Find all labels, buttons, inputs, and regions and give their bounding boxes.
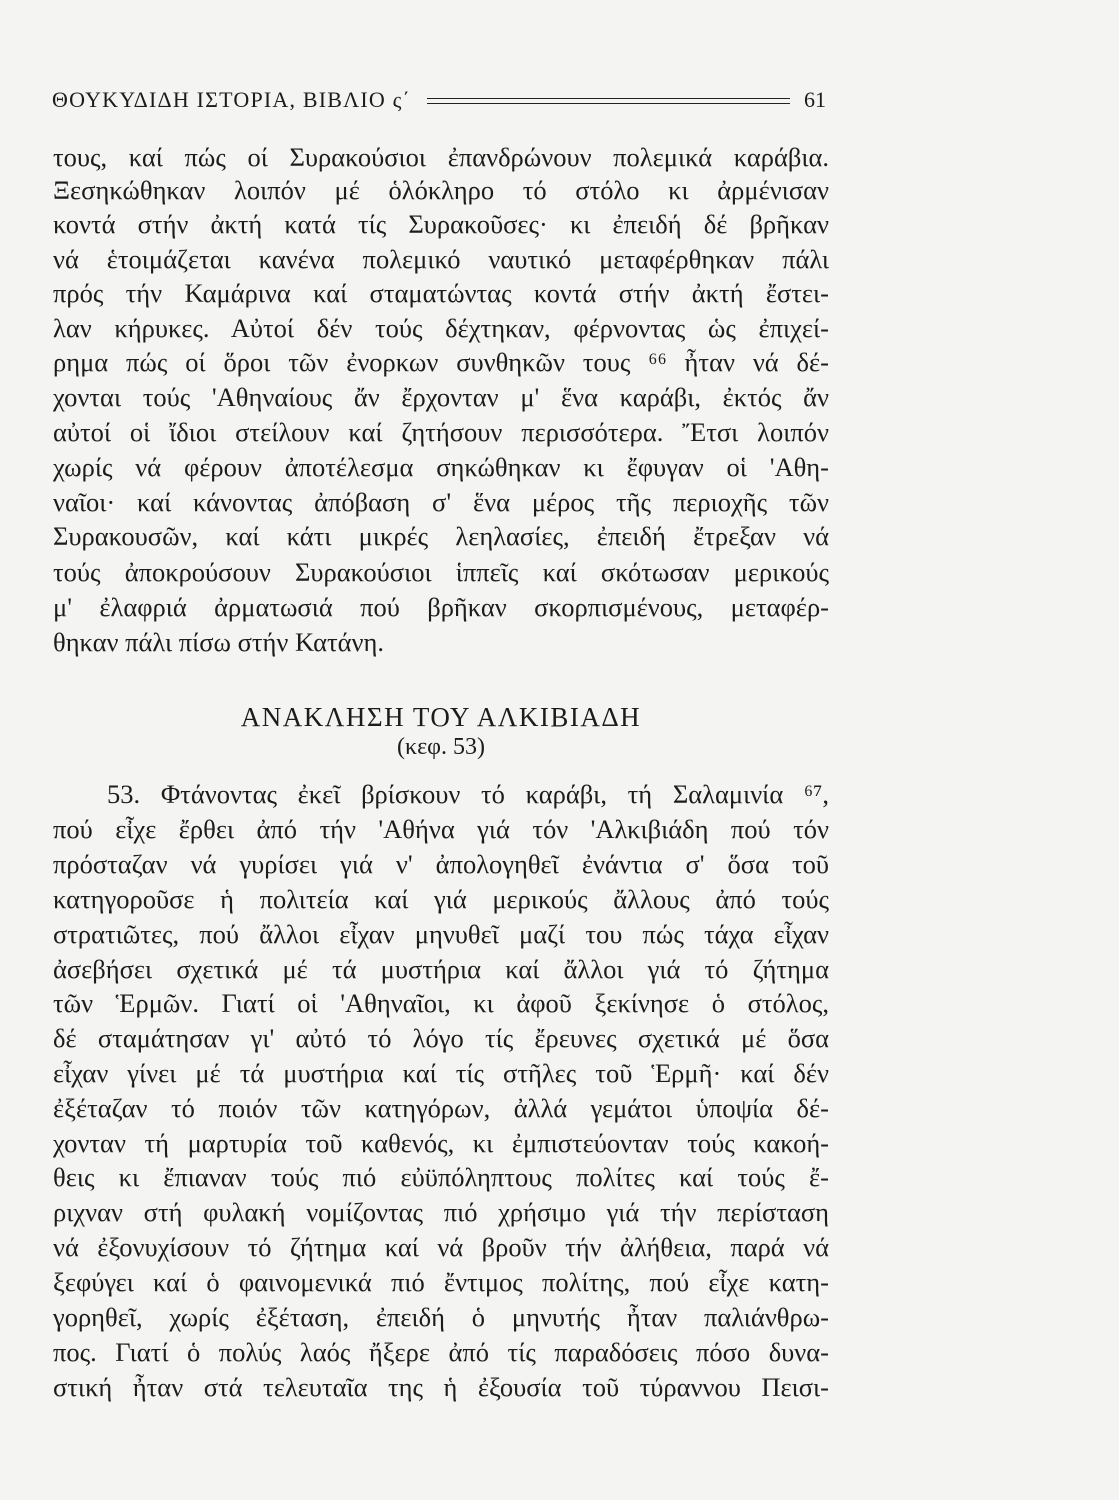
text-line: ρημα πώς οί ὅροι τῶν ἐνορκων συνθηκῶν τους ⁶⁶ ἦταν νά δέ- [53, 347, 829, 377]
text-line: χωρίς νά φέρουν ἀποτέλεσμα σηκώθηκαν κι ἔφυγαν οἱ 'Αθη- [53, 452, 829, 482]
section-title: ΑΝΑΚΛΗΣΗ ΤΟΥ ΑΛΚΙΒΙΑΔΗ [240, 702, 642, 732]
page-header [52, 82, 826, 118]
text-line: θηκαν πάλι πίσω στήν Κατάνη. [53, 627, 385, 657]
text-line: ριχναν στή φυλακή νομίζοντας πιό χρήσιμο γιά τήν περίσταση [53, 1197, 829, 1227]
text-line: γορηθεῖ, χωρίς ἐξέταση, ἐπειδή ὁ μηνυτής ἦταν παλιάνθρω- [53, 1302, 829, 1332]
text-line: λαν κήρυκες. Αὐτοί δέν τούς δέχτηκαν, φέρνοντας ὡς ἐπιχεί- [53, 313, 829, 343]
text-line: θεις κι ἔπιαναν τούς πιό εὐϋπόληπτους πολίτες καί τούς ἔ- [53, 1162, 829, 1192]
text-line: ξεφύγει καί ὁ φαινομενικά πιό ἔντιμος πολίτης, πού εἶχε κατη- [53, 1267, 829, 1297]
running-title: ΘΟΥΚΥΔΙΔΗ ΙΣΤΟΡΙΑ, ΒΙΒΛΙΟ ς΄ [52, 87, 412, 112]
text-line: πού εἶχε ἔρθει ἀπό τήν 'Αθήνα γιά τόν 'Αλκιβιάδη πού τόν [53, 814, 829, 844]
text-line: ναῖοι· καί κάνοντας ἀπόβαση σ' ἕνα μέρος τῆς περιοχῆς τῶν [53, 487, 829, 517]
text-line: ἐξέταζαν τό ποιόν τῶν κατηγόρων, ἀλλά γεμάτοι ὑποψία δέ- [53, 1093, 829, 1123]
text-line: κοντά στήν ἀκτή κατά τίς Συρακοῦσες· κι ἐπειδή δέ βρῆκαν [53, 209, 829, 239]
text-line: Ξεσηκώθηκαν λοιπόν μέ ὁλόκληρο τό στόλο κι ἀρμένισαν [53, 175, 829, 205]
text-line: πρός τήν Καμάρινα καί σταματώντας κοντά στήν ἀκτή ἔστει- [53, 278, 829, 308]
text-line: εἶχαν γίνει μέ τά μυστήρια καί τίς στῆλες τοῦ Ἑρμῆ· καί δέν [53, 1058, 829, 1088]
text-line: πρόσταζαν νά γυρίσει γιά ν' ἀπολογηθεῖ ἐνάντια σ' ὅσα τοῦ [53, 849, 829, 879]
text-line: Συρακουσῶν, καί κάτι μικρές λεηλασίες, ἐπειδή ἔτρεξαν νά [53, 521, 829, 551]
text-line: δέ σταμάτησαν γι' αὐτό τό λόγο τίς ἔρευνες σχετικά μέ ὅσα [53, 1023, 829, 1053]
text-line: αὐτοί οἱ ἴδιοι στείλουν καί ζητήσουν περισσότερα. Ἔτσι λοιπόν [53, 417, 829, 447]
text-line: μ' ἐλαφριά ἀρματωσιά πού βρῆκαν σκορπισμένους, μεταφέρ- [53, 592, 829, 622]
text-line: στρατιῶτες, πού ἄλλοι εἶχαν μηνυθεῖ μαζί του πώς τάχα εἶχαν [53, 919, 829, 949]
text-line: κατηγοροῦσε ἡ πολιτεία καί γιά μερικούς ἄλλους ἀπό τούς [53, 884, 829, 914]
text-line: στική ἦταν στά τελευταῖα της ἡ ἐξουσία τοῦ τύραννου Πεισι- [53, 1372, 829, 1402]
text-line: τους, καί πώς οί Συρακούσιοι ἐπανδρώνουν πολεμικά καράβια. [53, 142, 829, 172]
header-double-rule [427, 98, 790, 104]
text-line: πος. Γιατί ὁ πολύς λαός ἤξερε ἀπό τίς παραδόσεις πόσο δυνα- [53, 1337, 829, 1367]
text-line: χονταν τή μαρτυρία τοῦ καθενός, κι ἐμπιστεύονταν τούς κακοή- [53, 1128, 829, 1158]
section-subtitle: (κεφ. 53) [396, 734, 485, 760]
text-line: ἀσεβήσει σχετικά μέ τά μυστήρια καί ἄλλοι γιά τό ζήτημα [53, 954, 829, 984]
page-number: 61 [804, 87, 826, 112]
text-line: νά ἐξονυχίσουν τό ζήτημα καί νά βροῦν τήν ἀλήθεια, παρά νά [53, 1232, 829, 1262]
text-line: νά ἑτοιμάζεται κανένα πολεμικό ναυτικό μεταφέρθηκαν πάλι [53, 244, 829, 274]
text-line: τῶν Ἑρμῶν. Γιατί οἱ 'Αθηναῖοι, κι ἀφοῦ ξεκίνησε ὁ στόλος, [53, 988, 829, 1018]
text-line: τούς ἀποκρούσουν Συρακούσιοι ἱππεῖς καί σκότωσαν μερικούς [53, 557, 829, 587]
paragraph-first-line: 53. Φτάνοντας ἐκεῖ βρίσκουν τό καράβι, τή Σαλαμινία ⁶⁷, [107, 779, 829, 809]
text-line: χονται τούς 'Αθηναίους ἄν ἔρχονταν μ' ἕνα καράβι, ἐκτός ἄν [53, 382, 829, 412]
